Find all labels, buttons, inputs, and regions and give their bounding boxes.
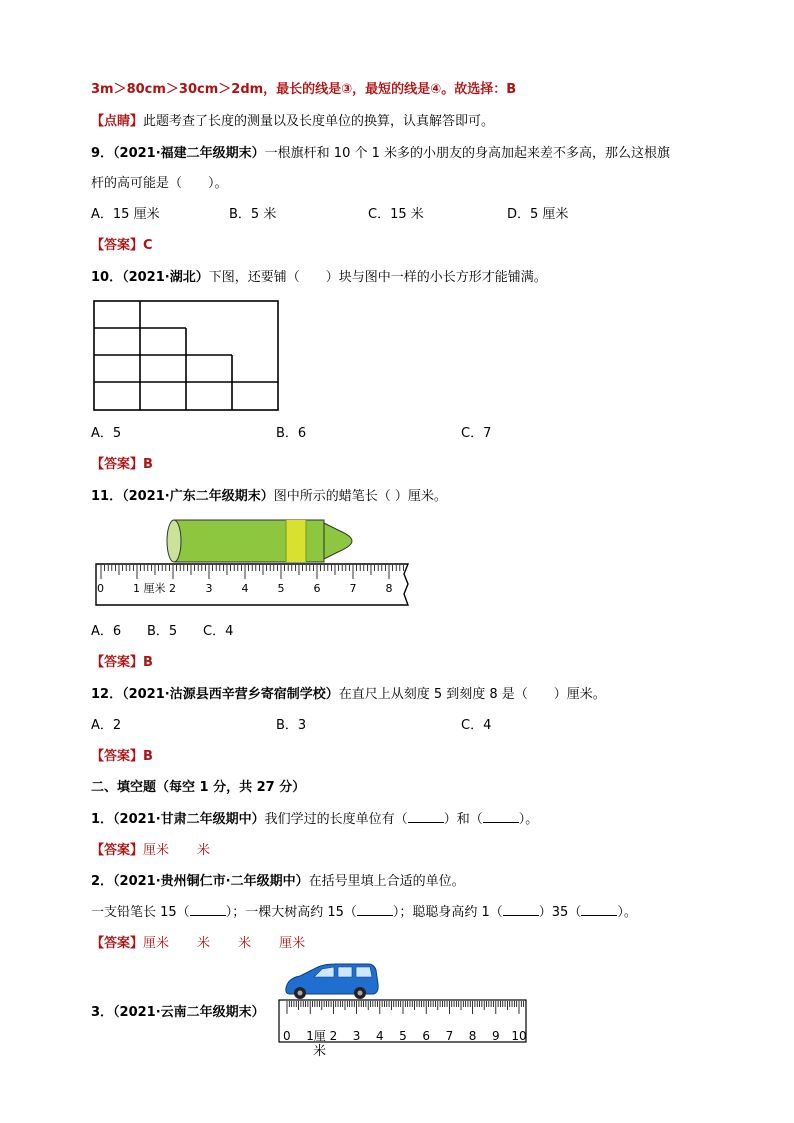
ruler-2-label: 0 — [283, 1029, 291, 1043]
fill-question-3: 3．（2021·云南二年级期末） — [91, 1005, 265, 1020]
ruler-2-label: 5 — [399, 1029, 407, 1043]
q11-option-a[interactable]: A．6 — [91, 624, 122, 639]
question-9: 9．（2021·福建二年级期末）一根旗杆和 10 个 1 米多的小朋友的身高加起来差不多高，那么这根旗 — [91, 146, 671, 161]
ruler-2-label: 6 — [422, 1029, 431, 1043]
ruler-2-label: 2 — [329, 1029, 338, 1043]
section-title-fill-blank: 二、填空题（每空 1 分，共 27 分） — [91, 780, 306, 795]
q9-option-d[interactable]: D．5 厘米 — [507, 207, 569, 222]
q10-option-c[interactable]: C．7 — [461, 426, 492, 441]
ruler-label: 4 — [241, 582, 249, 595]
fill-1-answer: 【答案】厘米 米 — [91, 843, 211, 858]
q9-option-c[interactable]: C．15 米 — [368, 207, 424, 222]
q12-option-c[interactable]: C．4 — [461, 718, 492, 733]
q9-answer: 【答案】C — [91, 238, 153, 253]
ruler-label: 6 — [313, 582, 321, 595]
q12-option-b[interactable]: B．3 — [276, 718, 307, 733]
q10-option-b[interactable]: B．6 — [276, 426, 307, 441]
ruler-2-label: 9 — [491, 1029, 500, 1043]
q11-option-b[interactable]: B．5 — [147, 624, 178, 639]
ruler-2-label: 4 — [375, 1029, 384, 1043]
ruler-2-label: 3 — [352, 1029, 361, 1043]
q10-option-a[interactable]: A．5 — [91, 426, 122, 441]
q9-option-b[interactable]: B．5 米 — [229, 207, 277, 222]
q9-option-a[interactable]: A．15 厘米 — [91, 207, 160, 222]
question-12: 12．（2021·沽源县西辛营乡寄宿制学校）在直尺上从刻度 5 到刻度 8 是（ ）厘米。 — [91, 687, 606, 702]
previous-answer-explanation: 3m＞80cm＞30cm＞2dm，最长的线是③，最短的线是④。故选择：B — [91, 82, 517, 97]
ruler-2-unit-extra: 米 — [313, 1044, 327, 1059]
fill-question-2: 2．（2021·贵州铜仁市·二年级期中）在括号里填上合适的单位。 — [91, 874, 465, 889]
question-11: 11．（2021·广东二年级期末）图中所示的蜡笔长（ ）厘米。 — [91, 489, 447, 504]
ruler-label: 5 — [277, 582, 285, 595]
q11-answer: 【答案】B — [91, 655, 153, 670]
car-icon — [286, 964, 378, 999]
ruler-2-label: 8 — [468, 1029, 477, 1043]
q10-answer: 【答案】B — [91, 457, 153, 472]
ruler-2-label: 7 — [445, 1029, 454, 1043]
q12-option-a[interactable]: A．2 — [91, 718, 122, 733]
fill-question-1: 1．（2021·甘肃二年级期中）我们学过的长度单位有（ ）和（ ）。 — [91, 812, 539, 827]
ruler-label: 1 厘米 2 — [133, 582, 176, 595]
dianjing-note: 【点睛】此题考查了长度的测量以及长度单位的换算，认真解答即可。 — [91, 114, 495, 129]
q12-answer: 【答案】B — [91, 749, 153, 764]
ruler-label: 0 — [97, 582, 104, 595]
question-9-continued: 杆的高可能是（ ）。 — [91, 176, 228, 191]
ruler-2-label: 1厘 — [306, 1029, 326, 1043]
question-10: 10．（2021·湖北）下图，还要铺（ ）块与图中一样的小长方形才能铺满。 — [91, 270, 547, 285]
ruler-2-label: 10 — [511, 1029, 527, 1043]
ruler-label: 3 — [205, 582, 213, 595]
ruler-label: 7 — [349, 582, 357, 595]
ruler-label: 8 — [385, 582, 393, 595]
q11-option-c[interactable]: C．4 — [203, 624, 234, 639]
fill-2-answer: 【答案】厘米 米 米 厘米 — [91, 936, 306, 951]
fill-question-2-sentence: 一支铅笔长 15（ ）；一棵大树高约 15（ ）；聪聪身高约 1（ ）35（ ）。 — [91, 905, 637, 920]
